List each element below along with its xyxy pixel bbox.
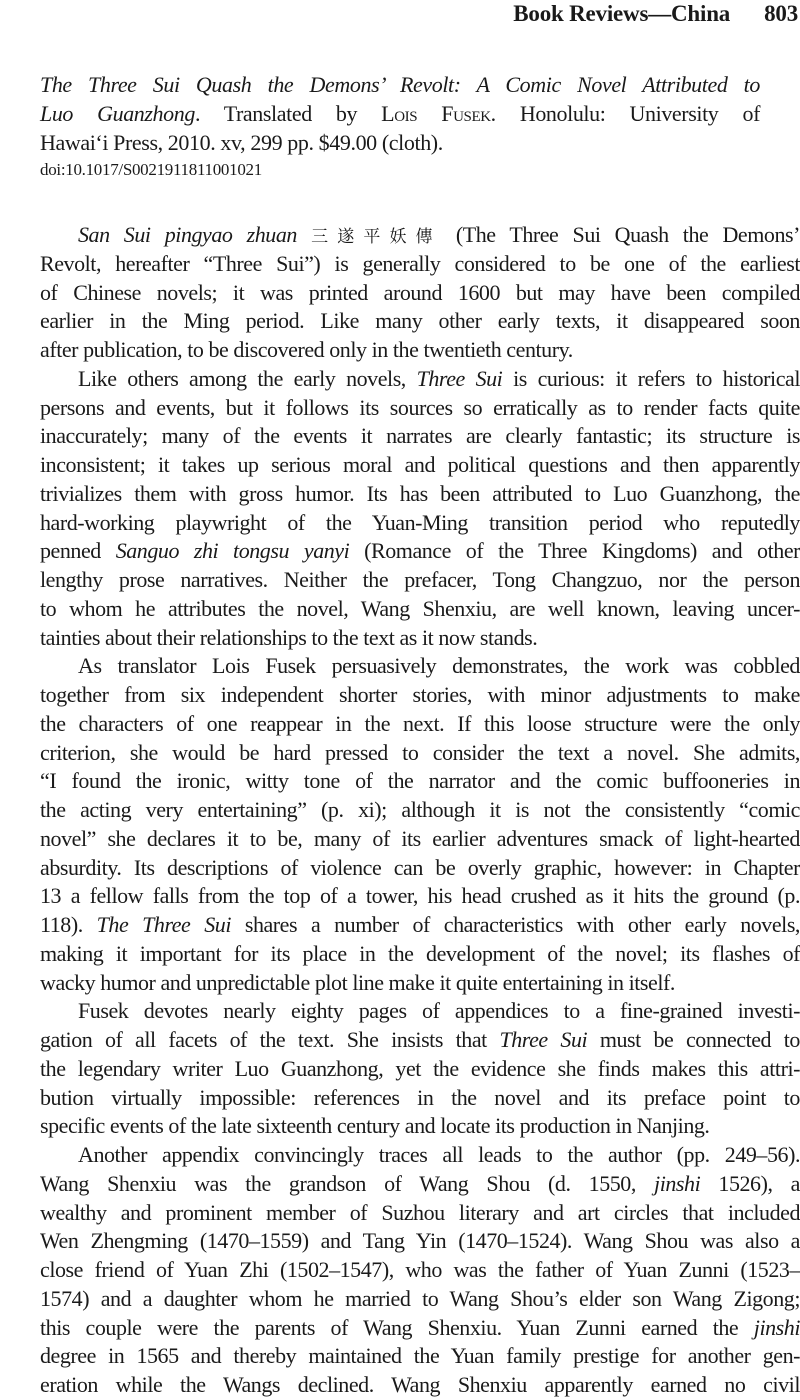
text-line: [40, 997, 800, 1026]
citation-text: . Translated by: [194, 101, 382, 126]
text-segment: Wen Zhengming (1470–1559) and Tang Yin (1470–1524). Wang Shou was also a: [40, 1228, 800, 1254]
text-segment: absurdity. Its descriptions of violence can be overly graphic, however: in Chapter: [40, 854, 800, 880]
text-line: [40, 1112, 800, 1141]
text-segment: penned: [40, 538, 116, 564]
translator-name: Lois Fusek: [381, 101, 491, 126]
text-line: [40, 710, 800, 739]
text-segment: shares a number of characteristics with other early novels,: [230, 912, 800, 937]
text-segment: (Romance of the Three Kingdoms) and other: [349, 538, 800, 564]
text-segment: inaccurately; many of the events it narrates are clearly fantastic; its structure is: [40, 423, 800, 449]
doi[interactable]: doi:10.1017/S0021911811001021: [40, 160, 262, 179]
text-segment: is curious: it refers to historical: [502, 365, 800, 391]
text-segment: trivializes them with gross humor. Its has been attributed to Luo Guanzhong, the: [40, 480, 800, 506]
text-segment: Fusek devotes nearly eighty pages of appendices to a fine-grained investi-: [78, 998, 800, 1024]
page-number: 803: [764, 1, 798, 26]
italic-term: jinshi: [654, 1170, 701, 1196]
text-line: [40, 1285, 800, 1314]
text-segment: wealthy and prominent member of Suzhou literary and art circles that included: [40, 1199, 800, 1225]
text-line: [40, 422, 800, 451]
text-segment: Another appendix convincingly traces all leads to the author (pp. 249–56).: [78, 1142, 800, 1167]
text-line: [40, 480, 800, 509]
text-segment: “I found the ironic, witty tone of the narrator and the comic buffooneries in: [40, 768, 800, 794]
paragraph: [40, 997, 800, 1141]
text-line: [40, 221, 800, 250]
text-segment: persons and events, but it follows its sources so erratically as to render facts quite: [40, 394, 800, 420]
text-segment: together from six independent shorter stories, with minor adjustments to make: [40, 682, 800, 707]
text-line: [40, 1227, 800, 1256]
text-segment: criterion, she would be hard pressed to consider the text a novel. She admits,: [40, 739, 800, 765]
text-line: [40, 1055, 800, 1084]
text-line: [40, 624, 800, 653]
paragraph: [40, 1141, 800, 1400]
text-line: [40, 652, 800, 681]
text-line: [40, 307, 800, 336]
italic-term: jinshi: [753, 1314, 800, 1340]
paragraph: [40, 221, 800, 365]
text-segment: inconsistent; it takes up serious moral and political questions and then apparently: [40, 452, 800, 477]
text-segment: eration while the Wangs declined. Wang Shenxiu apparently earned no civil: [40, 1372, 800, 1397]
chinese-title: 三遂平妖傳: [311, 227, 442, 247]
text-segment: to whom he attributes the novel, Wang Shenxiu, are well known, leaving uncer-: [40, 595, 800, 621]
text-line: [40, 825, 800, 854]
text-segment: As translator Lois Fusek persuasively demonstrates, the work was cobbled: [78, 653, 800, 679]
text-line: [40, 969, 800, 998]
text-segment: tainties about their relationships to the text as it now stands.: [40, 624, 538, 650]
text-line: [40, 739, 800, 768]
text-line: [40, 1371, 800, 1400]
text-line: [40, 365, 800, 394]
text-segment: close friend of Yuan Zhi (1502–1547), who was the father of Yuan Zunni (1523–: [40, 1257, 800, 1282]
text-line: [40, 1314, 800, 1343]
text-segment: 13 a fellow falls from the top of a tower, his head crushed as it hits the ground (p.: [40, 883, 800, 909]
text-segment: making it important for its place in the development of the novel; its flashes of: [40, 940, 800, 966]
citation-line-2: [40, 99, 760, 128]
text-segment: bution virtually impossible: references in the novel and its preface point to: [40, 1084, 800, 1110]
text-line: [40, 566, 800, 595]
text-segment: 1574) and a daughter whom he married to Wang Shou’s elder son Wang Zigong;: [40, 1285, 800, 1311]
text-segment: Like others among the early novels,: [78, 365, 417, 391]
book-title: The Three Sui Quash the Demons’ Revolt: A Comic Novel Attributed to: [40, 72, 760, 97]
text-segment: [297, 222, 311, 247]
text-line: [40, 796, 800, 825]
text-segment: the characters of one reappear in the next. If this loose structure were the only: [40, 710, 800, 736]
text-segment: the legendary writer Luo Guanzhong, yet the evidence she finds makes this attri-: [40, 1055, 800, 1081]
italic-term: Three Sui: [416, 365, 503, 391]
text-segment: degree in 1565 and thereby maintained the Yuan family prestige for another gen-: [40, 1343, 800, 1369]
citation-line-1: [40, 70, 760, 99]
text-segment: Wang Shenxiu was the grandson of Wang Shou (d. 1550,: [40, 1170, 655, 1196]
text-segment: specific events of the late sixteenth century and locate its production in Nanjing.: [40, 1113, 710, 1139]
text-line: [40, 767, 800, 796]
section-title: Book Reviews—China: [513, 1, 731, 26]
text-line: [40, 451, 800, 480]
text-line: [40, 940, 800, 969]
book-title-cont: Luo Guanzhong: [40, 101, 195, 126]
text-line: [40, 279, 800, 308]
text-line: [40, 1141, 800, 1170]
text-segment: this couple were the parents of Wang Shenxiu. Yuan Zunni earned the: [40, 1314, 754, 1340]
citation-line-3: Hawai‘i Press, 2010. xv, 299 pp. $49.00 (cloth).: [40, 130, 443, 155]
text-line: [40, 336, 800, 365]
book-citation: [40, 70, 760, 183]
text-segment: after publication, to be discovered only in the twentieth century.: [40, 337, 573, 362]
publisher-text: . Honolulu: University of: [490, 101, 760, 126]
text-segment: must be connected to: [587, 1027, 800, 1052]
italic-term: Three Sui: [499, 1027, 588, 1052]
text-line: [40, 394, 800, 423]
text-line: [40, 1170, 800, 1199]
text-segment: gation of all facets of the text. She insists that: [40, 1027, 500, 1052]
text-segment: 1526), a: [700, 1170, 800, 1196]
text-line: [40, 911, 800, 940]
text-line: [40, 537, 800, 566]
text-segment: 118).: [40, 912, 97, 937]
paragraph: [40, 652, 800, 997]
text-line: [40, 509, 800, 538]
text-segment: of Chinese novels; it was printed around 1600 but may have been compiled: [40, 279, 800, 305]
text-segment: (The Three Sui Quash the Demons’: [441, 222, 800, 247]
text-line: [40, 1026, 800, 1055]
text-line: [40, 681, 800, 710]
text-segment: wacky humor and unpredictable plot line make it quite entertaining in itself.: [40, 969, 675, 995]
text-segment: lengthy prose narratives. Neither the prefacer, Tong Changzuo, nor the person: [40, 567, 800, 592]
text-segment: novel” she declares it to be, many of its earlier adventures smack of light-hearted: [40, 825, 800, 851]
text-segment: Revolt, hereafter “Three Sui”) is generally considered to be one of the earliest: [40, 250, 800, 276]
text-line: [40, 1256, 800, 1285]
text-line: [40, 1084, 800, 1113]
review-body: [40, 221, 800, 1400]
text-line: [40, 595, 800, 624]
text-segment: earlier in the Ming period. Like many other early texts, it disappeared soon: [40, 308, 800, 334]
text-segment: the acting very entertaining” (p. xi); although it is not the consistently “comic: [40, 797, 800, 822]
italic-term: San Sui pingyao zhuan: [78, 222, 297, 247]
paragraph: [40, 365, 800, 653]
italic-term: The Three Sui: [96, 912, 231, 937]
italic-term: Sanguo zhi tongsu yanyi: [115, 538, 350, 564]
text-line: [40, 1342, 800, 1371]
running-head: [513, 0, 800, 30]
text-line: [40, 1199, 800, 1228]
text-line: [40, 854, 800, 883]
text-line: [40, 882, 800, 911]
text-segment: hard-working playwright of the Yuan-Ming transition period who reputedly: [40, 509, 800, 535]
text-line: [40, 250, 800, 279]
